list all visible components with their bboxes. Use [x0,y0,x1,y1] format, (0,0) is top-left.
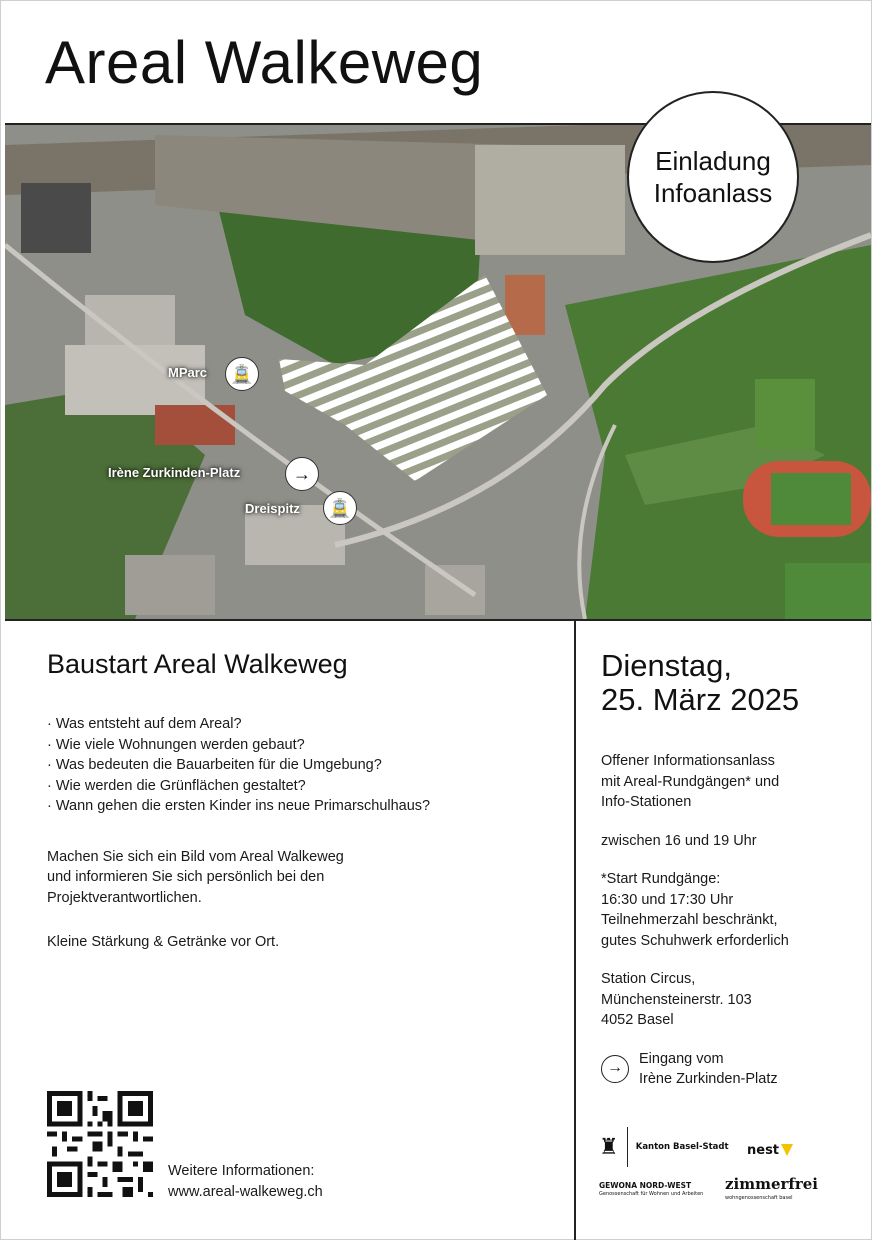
logo-separator [627,1127,628,1167]
logo-zimmerfrei-subtext: wohngenossenschaft basel [725,1195,793,1201]
nest-mark-icon [781,1144,793,1156]
question-list [47,714,557,817]
map-label-platz: Irène Zurkinden-Platz [108,465,241,480]
logo-zimmerfrei [725,1177,818,1205]
logo-gewona-subtext: Genossenschaft für Wohnen und Arbeiten [599,1191,704,1197]
intro-line: Projektverantwortlichen. [47,889,202,906]
map-label-mparc: MParc [168,365,208,380]
logo-nest-text: nest [747,1143,780,1158]
description-line: Offener Informationsanlass [601,753,775,769]
entrance-line: Irène Zurkinden-Platz [639,1071,778,1087]
tours-line: gutes Schuhwerk erforderlich [601,932,789,949]
logo-zimmerfrei-text: zimmerfrei [725,1175,819,1193]
entrance-note [601,1049,863,1090]
event-day: 25. März 2025 [601,682,800,717]
logo-nest [747,1143,793,1158]
qr-code[interactable] [47,1091,153,1197]
tours-line: *Start Rundgänge: [601,871,721,887]
basel-crest-icon: ♜ [599,1134,619,1160]
logo-basel-text: Kanton Basel-Stadt [635,1142,729,1152]
intro-line: und informieren Sie sich persönlich bei den [47,869,325,885]
more-info-label: Weitere Informationen: [168,1163,315,1179]
logo-gewona [599,1181,703,1199]
section-title: Baustart Areal Walkeweg [47,649,348,679]
intro-paragraph [47,847,557,909]
arrow-right-icon: → [601,1055,629,1083]
event-description [601,751,863,813]
tram-icon: 🚊 [323,491,357,525]
logo-gewona-text: GEWONA NORD-WEST [599,1181,692,1190]
column-divider [574,621,576,1240]
description-line: Info-Stationen [601,794,692,810]
list-item: · Was bedeuten die Bauarbeiten für die Umgebung? [47,755,557,776]
list-item: · Wann gehen die ersten Kinder ins neue Primarschulhaus? [47,796,557,817]
tours-line: Teilnehmerzahl beschränkt, [601,912,778,928]
address-line: 4052 Basel [601,1012,674,1028]
tram-icon: 🚊 [225,357,259,391]
badge-line-2: Infoanlass [653,178,773,208]
page-title: Areal Walkeweg [45,29,484,96]
event-details [601,649,863,1090]
tours-info [601,869,863,951]
address-line: Station Circus, [601,971,696,987]
tours-line: 16:30 und 17:30 Uhr [601,891,734,908]
website-link[interactable]: www.areal-walkeweg.ch [168,1184,323,1200]
description-line: mit Areal-Rundgängen* und [601,773,780,790]
badge-line-1: Einladung [655,146,771,176]
list-item: · Wie werden die Grünflächen gestaltet? [47,776,557,797]
main-content [47,649,557,977]
logo-kanton-basel [599,1127,729,1167]
invitation-badge [627,91,799,263]
event-address [601,969,863,1031]
intro-line: Machen Sie sich ein Bild vom Areal Walkeweg [47,848,344,865]
list-item: · Wie viele Wohnungen werden gebaut? [47,735,557,756]
refreshments-text: Kleine Stärkung & Getränke vor Ort. [47,934,280,950]
event-time: zwischen 16 und 19 Uhr [601,832,757,849]
address-line: Münchensteinerstr. 103 [601,991,752,1008]
event-date [601,649,863,717]
list-item: · Was entsteht auf dem Areal? [47,714,557,735]
more-info [168,1161,323,1203]
event-weekday: Dienstag, [601,648,732,683]
map-label-dreispitz: Dreispitz [245,501,300,516]
entrance-line: Eingang vom [639,1050,724,1067]
arrow-right-icon: → [285,457,319,491]
entrance-text [639,1049,778,1090]
